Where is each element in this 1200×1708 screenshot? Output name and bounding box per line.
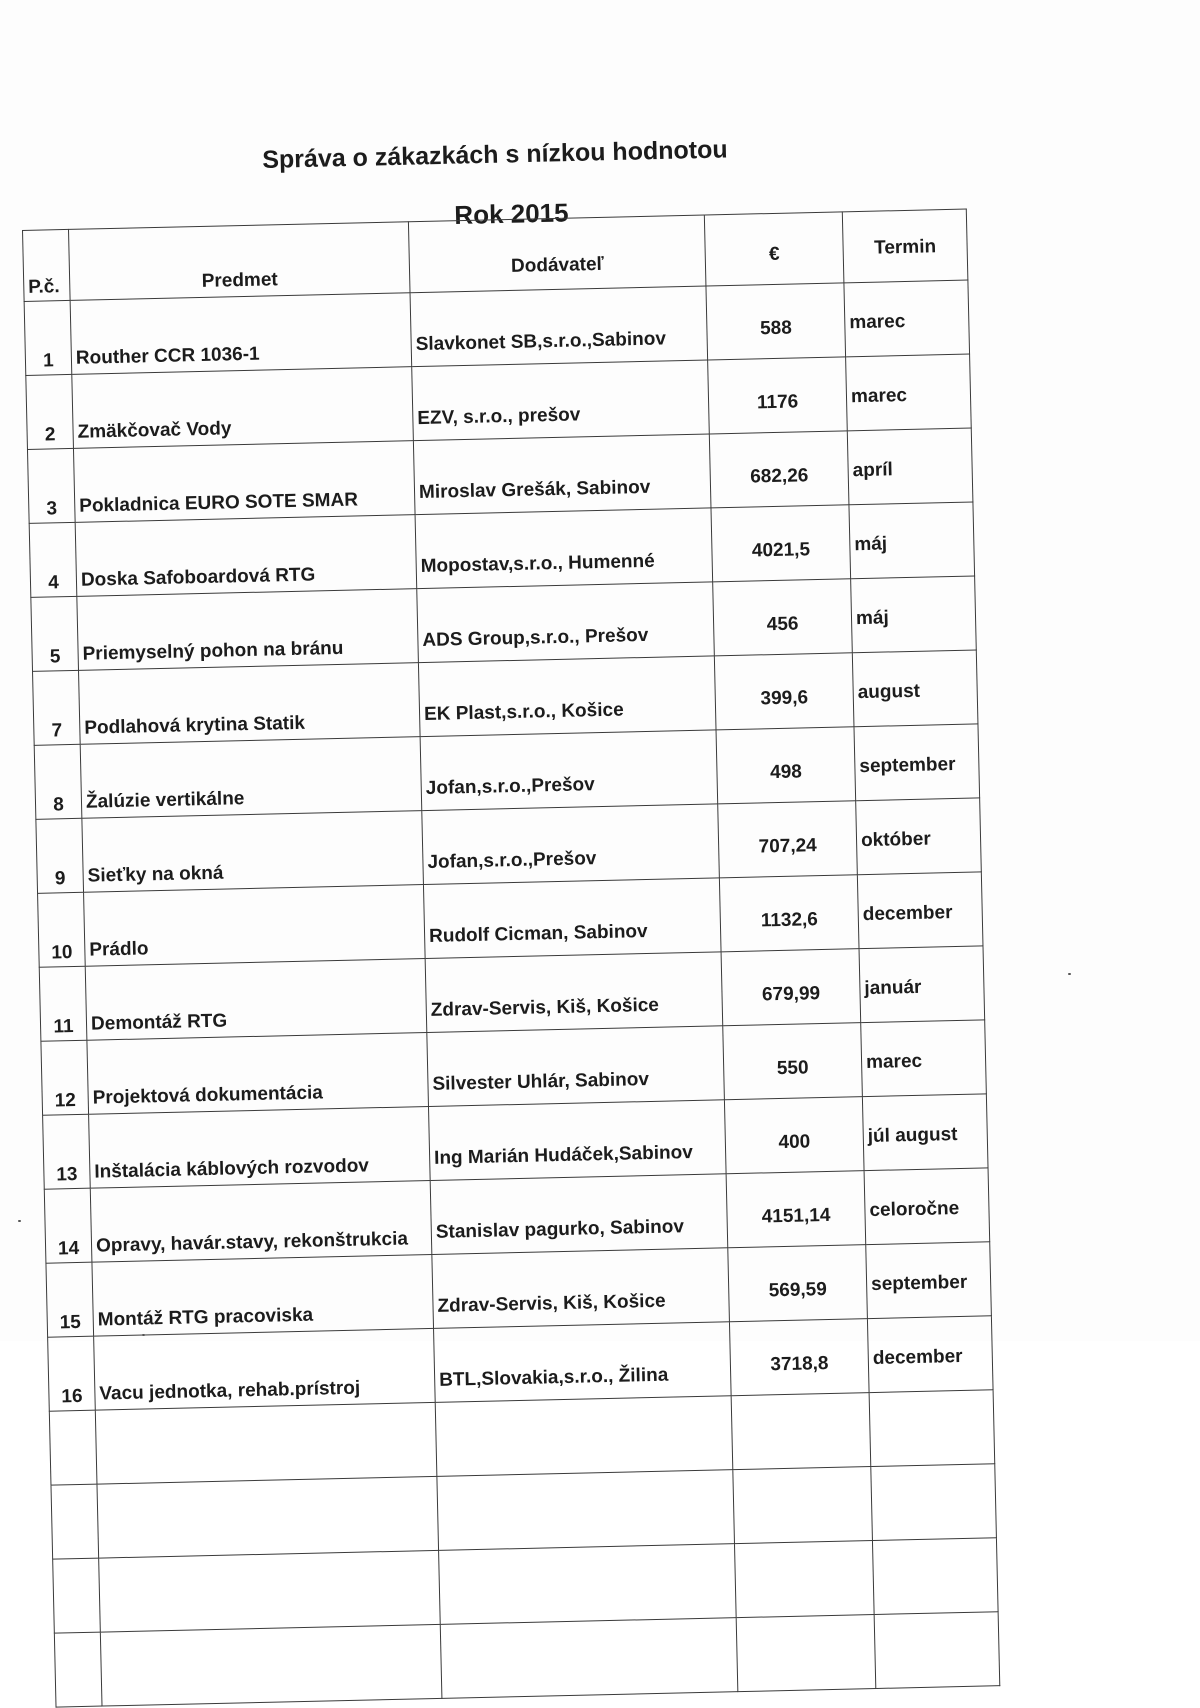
cell-subject: Žalúzie vertikálne (80, 737, 422, 819)
cell-term (871, 1464, 997, 1541)
cell-subject: Routher CCR 1036-1 (70, 293, 412, 375)
cell-subject: Sieťky na okná (82, 811, 424, 893)
cell-term: máj (849, 502, 975, 579)
cell-supplier: EK Plast,s.r.o., Košice (418, 656, 716, 737)
cell-amount: 498 (716, 727, 856, 804)
cell-subject: Priemyselný pohon na bránu (77, 589, 419, 671)
cell-number: 15 (46, 1262, 94, 1337)
cell-number: 5 (31, 596, 79, 671)
cell-supplier: Rudolf Cicman, Sabinov (423, 878, 721, 959)
cell-supplier: Miroslav Grešák, Sabinov (413, 434, 711, 515)
cell-amount: 1176 (708, 357, 848, 434)
cell-subject: Projektová dokumentácia (87, 1033, 429, 1115)
cell-number: 16 (48, 1336, 96, 1411)
cell-number: 7 (33, 670, 81, 745)
cell-term: december (857, 872, 983, 949)
document-title: Správa o zákazkách s nízkou hodnotou (262, 135, 728, 174)
cell-amount: 400 (724, 1097, 864, 1174)
cell-term: október (856, 798, 982, 875)
cell-term: marec (846, 354, 972, 431)
cell-term: august (852, 650, 978, 727)
cell-amount: 550 (723, 1023, 863, 1100)
cell-amount: 4021,5 (711, 505, 851, 582)
cell-supplier (439, 1544, 737, 1625)
cell-subject (100, 1624, 442, 1706)
cell-subject: Vacu jednotka, rehab.prístroj (94, 1328, 436, 1410)
header-number: P.č. (23, 229, 71, 301)
cell-supplier: BTL,Slovakia,s.r.o., Žilina (434, 1322, 732, 1403)
cell-number: 2 (26, 374, 74, 449)
cell-term: celoročne (864, 1168, 990, 1245)
cell-amount (736, 1615, 876, 1692)
cell-supplier: Silvester Uhlár, Sabinov (427, 1026, 725, 1107)
cell-number: 8 (34, 744, 82, 819)
cell-amount: 456 (713, 579, 853, 656)
header-term: Termin (842, 209, 968, 283)
cell-term (872, 1538, 998, 1615)
cell-subject (95, 1402, 437, 1484)
cell-amount: 707,24 (718, 801, 858, 878)
cell-number: 4 (29, 522, 77, 597)
cell-amount (734, 1541, 874, 1618)
cell-amount (731, 1393, 871, 1470)
cell-supplier: Ing Marián Hudáček,Sabinov (428, 1100, 726, 1181)
cell-amount: 569,59 (728, 1245, 868, 1322)
header-subject: Predmet (68, 222, 410, 301)
cell-term (874, 1612, 1000, 1689)
cell-term: september (866, 1242, 992, 1319)
cell-supplier (440, 1618, 738, 1699)
cell-supplier: Stanislav pagurko, Sabinov (430, 1174, 728, 1255)
cell-number: 12 (41, 1040, 89, 1115)
cell-amount: 682,26 (709, 431, 849, 508)
cell-term: marec (844, 280, 970, 357)
cell-subject (99, 1550, 441, 1632)
cell-number: 1 (24, 300, 72, 375)
cell-amount (733, 1467, 873, 1544)
table-body (24, 280, 1000, 1707)
cell-number: 3 (27, 448, 75, 523)
cell-term: apríl (847, 428, 973, 505)
cell-supplier: Zdrav-Servis, Kiš, Košice (425, 952, 723, 1033)
cell-number (53, 1558, 101, 1633)
cell-supplier: Jofan,s.r.o.,Prešov (420, 730, 718, 811)
cell-number (51, 1484, 99, 1559)
document-year: Rok 2015 (454, 197, 569, 230)
cell-term (869, 1390, 995, 1467)
cell-amount: 3718,8 (729, 1319, 869, 1396)
contracts-table-wrapper (22, 209, 999, 1708)
cell-supplier (437, 1470, 735, 1551)
cell-subject: Demontáž RTG (85, 959, 427, 1041)
cell-subject: Podlahová krytina Statik (79, 663, 421, 745)
cell-number: 14 (44, 1188, 92, 1263)
cell-supplier (435, 1396, 733, 1477)
cell-amount: 399,6 (714, 653, 854, 730)
cell-subject (97, 1476, 439, 1558)
cell-subject: Inštalácia káblových rozvodov (89, 1107, 431, 1189)
cell-term: september (854, 724, 980, 801)
scan-speck (1068, 973, 1071, 975)
cell-number: 10 (38, 892, 86, 967)
cell-term: január (859, 946, 985, 1023)
cell-subject: Pokladnica EURO SOTE SMAR (73, 441, 415, 523)
cell-amount: 588 (706, 283, 846, 360)
scan-speck (142, 1334, 145, 1336)
cell-supplier: Jofan,s.r.o.,Prešov (422, 804, 720, 885)
cell-term: marec (861, 1020, 987, 1097)
cell-supplier: ADS Group,s.r.o., Prešov (417, 582, 715, 663)
cell-subject: Doska Safoboardová RTG (75, 515, 417, 597)
header-amount: € (704, 212, 844, 286)
cell-supplier: EZV, s.r.o., prešov (412, 360, 710, 441)
cell-term: júl august (862, 1094, 988, 1171)
cell-number: 13 (43, 1114, 91, 1189)
cell-supplier: Zdrav-Servis, Kiš, Košice (432, 1248, 730, 1329)
cell-subject: Montáž RTG pracoviska (92, 1254, 434, 1336)
cell-number (49, 1410, 97, 1485)
cell-amount: 4151,14 (726, 1171, 866, 1248)
cell-term: máj (851, 576, 977, 653)
cell-subject: Prádlo (84, 885, 426, 967)
header-supplier: Dodávateľ (408, 215, 706, 293)
contracts-table (22, 209, 1000, 1708)
cell-number: 9 (36, 818, 84, 893)
cell-number: 11 (39, 966, 87, 1041)
cell-number (54, 1632, 102, 1707)
cell-term: december (867, 1316, 993, 1393)
scan-speck (18, 1220, 21, 1222)
cell-supplier: Slavkonet SB,s.r.o.,Sabinov (410, 286, 708, 367)
cell-subject: Zmäkčovač Vody (72, 367, 414, 449)
cell-amount: 679,99 (721, 949, 861, 1026)
cell-supplier: Mopostav,s.r.o., Humenné (415, 508, 713, 589)
cell-subject: Opravy, havár.stavy, rekonštrukcia (90, 1180, 432, 1262)
cell-amount: 1132,6 (719, 875, 859, 952)
